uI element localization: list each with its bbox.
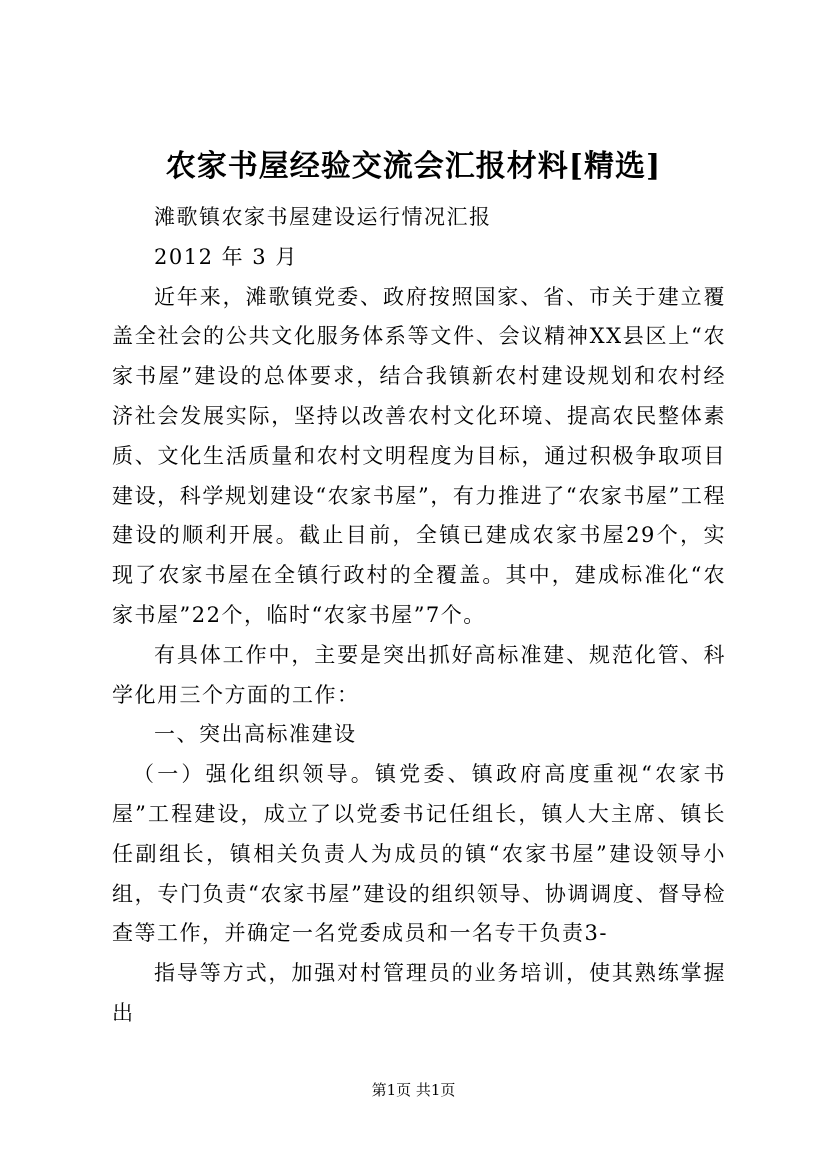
body-paragraph: （一）强化组织领导。镇党委、镇政府高度重视“农家书屋”工程建设，成立了以党委书记任组长，镇人大主席、镇长任副组长，镇相关负责人为成员的镇“农家书屋”建设领导小组，专门负责“农家书屋”建设的组织领导、协调调度、督导检查等工作，并确定一名党委成员和一名专干负责3- [112, 762, 726, 946]
document-subtitle: 滩歌镇农家书屋建设运行情况汇报 [154, 205, 492, 229]
section-heading: 一、突出高标准建设 [154, 722, 357, 747]
document-title: 农家书屋经验交流会汇报材料[精选] [165, 149, 662, 184]
document-body [112, 198, 726, 1034]
body-paragraph: 指导等方式，加强对村管理员的业务培训，使其熟练掌握出 [112, 961, 726, 1025]
body-paragraph: 近年来，滩歌镇党委、政府按照国家、省、市关于建立覆盖全社会的公共文化服务体系等文件、会议精神XX县区上“农家书屋”建设的总体要求，结合我镇新农村建设规划和农村经济社会发展实际，坚持以改善农村文化环境、提高农民整体素质、文化生活质量和农村文明程度为目标，通过积极争取项目建设，科学规划建设“农家书屋”，有力推进了“农家书屋”工程建设的顺利开展。截止目前，全镇已建成农家书屋29个，实现了农家书屋在全镇行政村的全覆盖。其中，建成标准化“农家书屋”22个，临时“农家书屋”7个。 [112, 284, 726, 627]
document-date: 2012 年 3 月 [154, 244, 298, 269]
page-footer: 第1页 共1页 [371, 1081, 456, 1099]
body-paragraph: 有具体工作中，主要是突出抓好高标准建、规范化管、科学化用三个方面的工作： [112, 642, 726, 707]
